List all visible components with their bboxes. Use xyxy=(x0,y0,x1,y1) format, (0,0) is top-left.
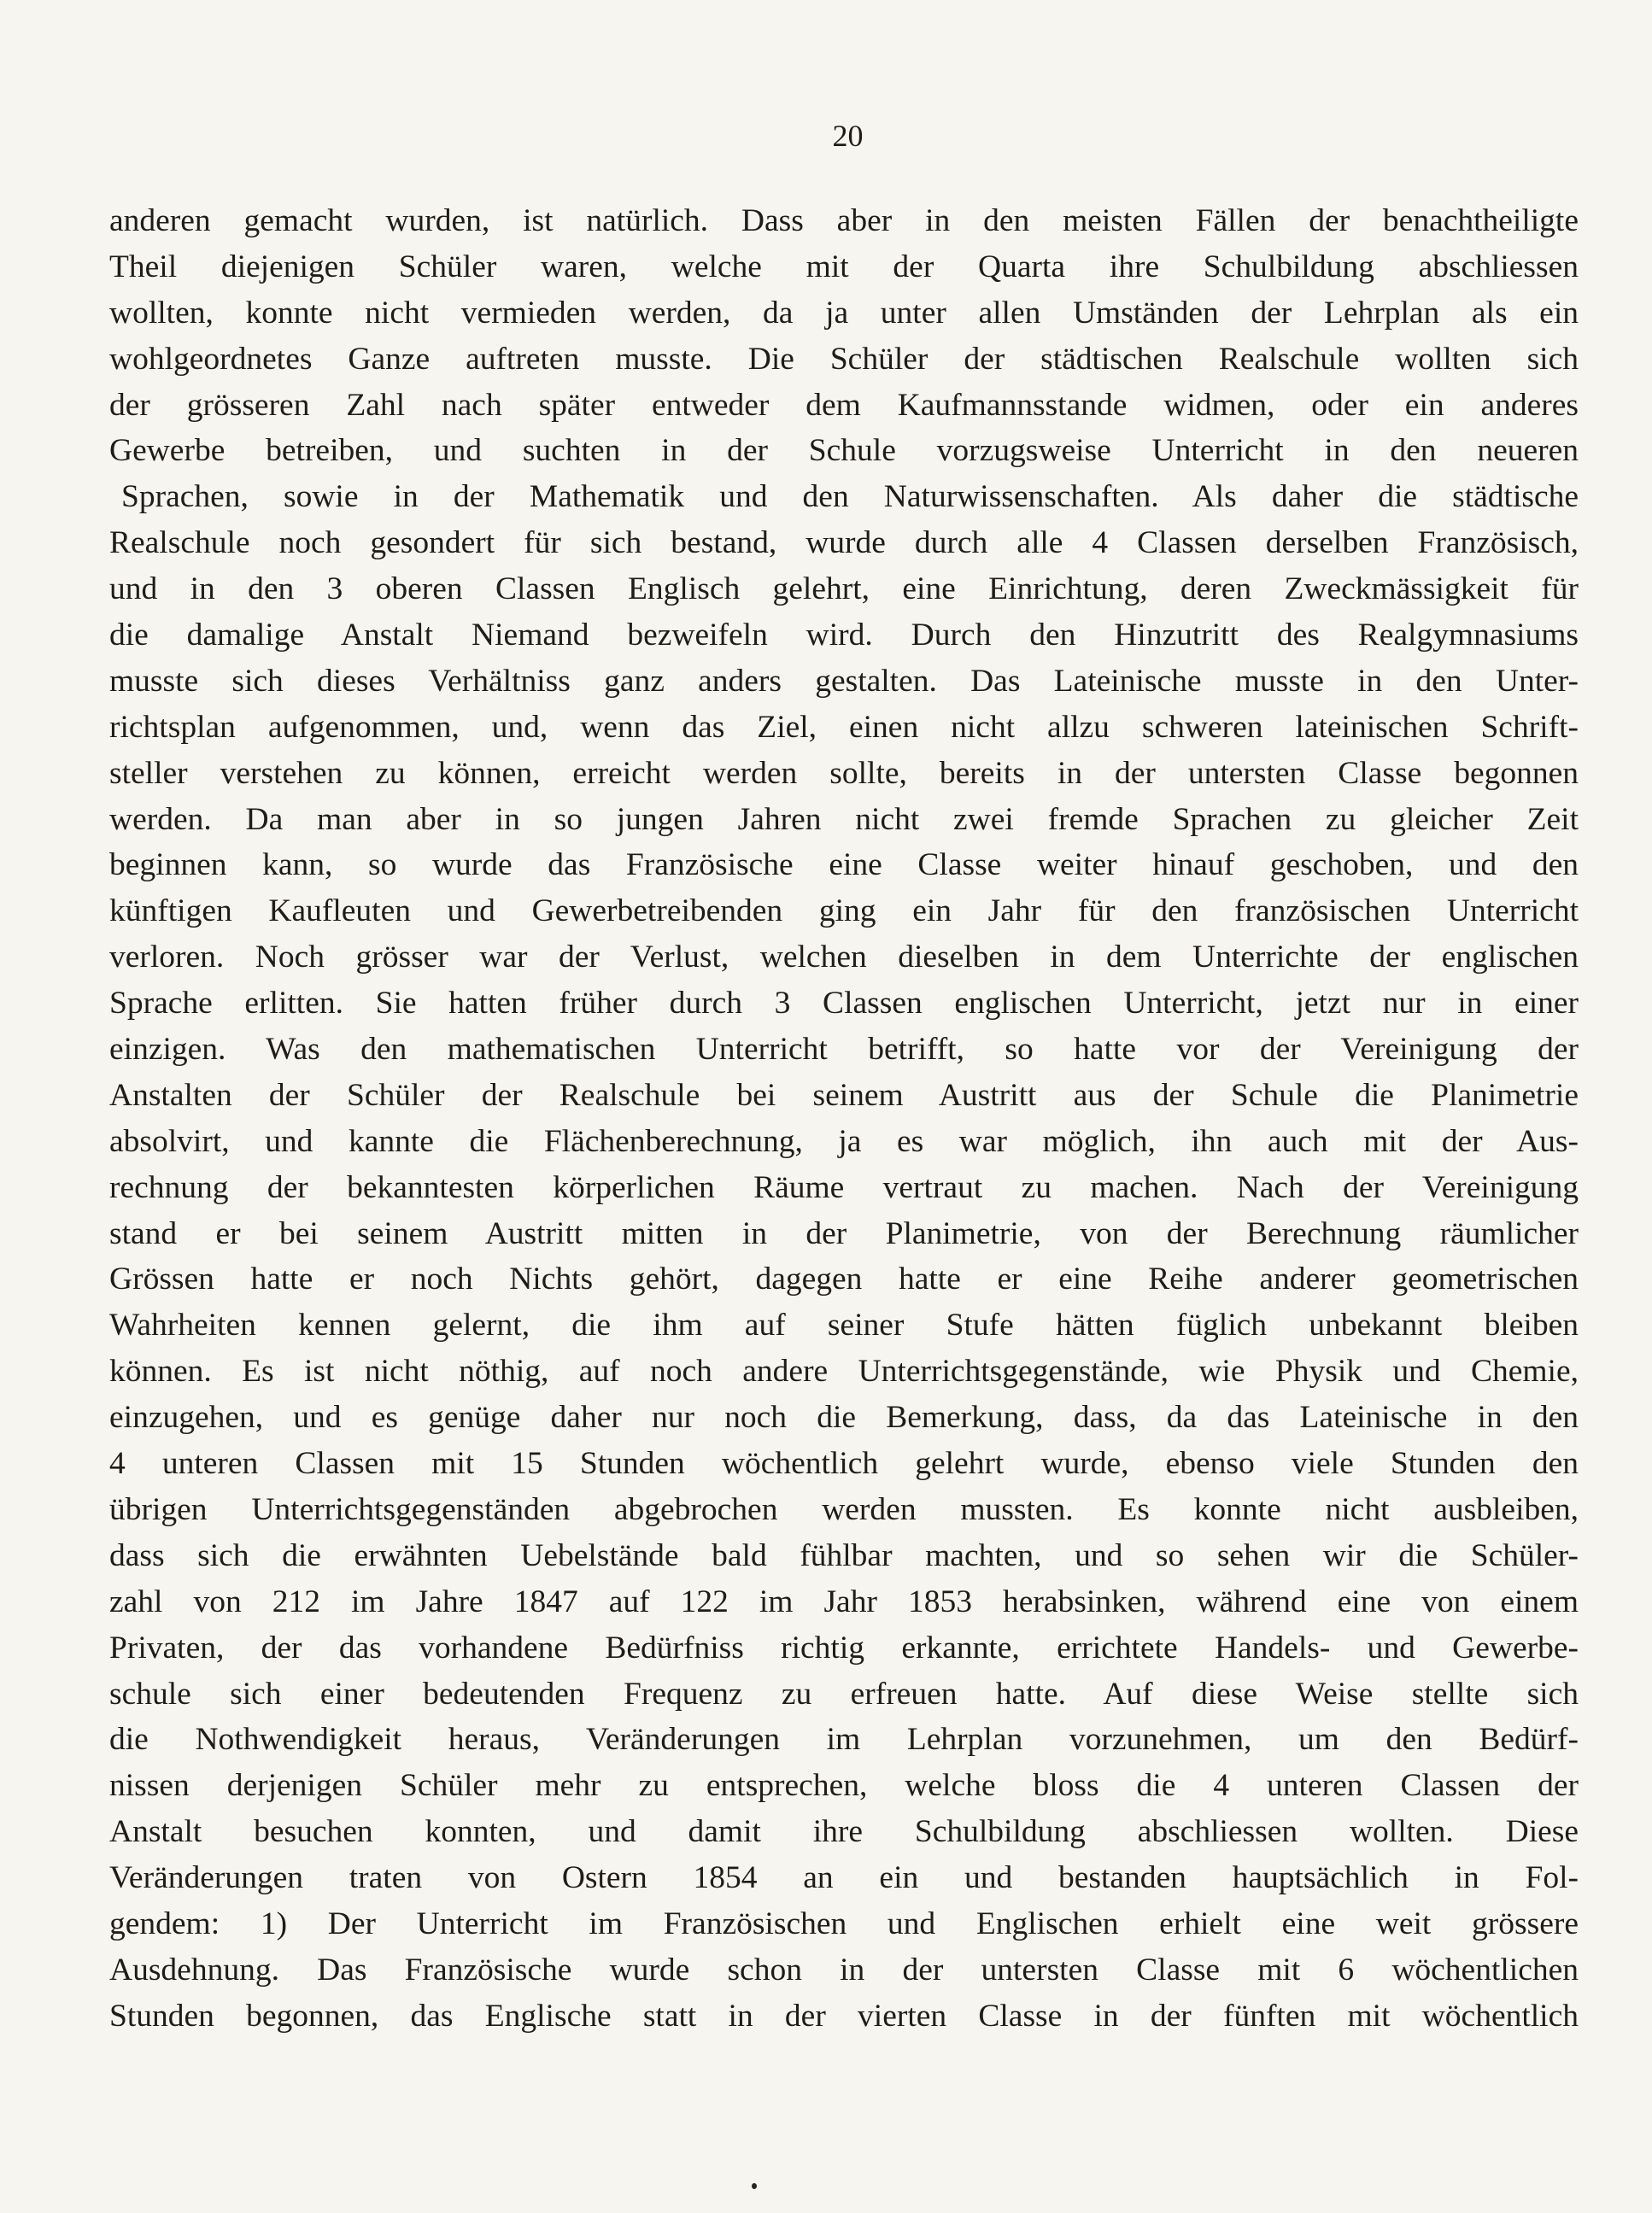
text-line: Grössen hatte er noch Nichts gehört, dagegen hatte er eine Reihe anderer geometrischen xyxy=(109,1262,1579,1297)
text-line: gendem: 1) Der Unterricht im Französischen und Englischen erhielt eine weit grössere xyxy=(109,1906,1579,1941)
text-line: anderen gemacht wurden, ist natürlich. Dass aber in den meisten Fällen der benachtheiligte xyxy=(109,203,1579,238)
text-line: Ausdehnung. Das Französische wurde schon in der untersten Classe mit 6 wöchentlichen xyxy=(109,1952,1579,1988)
text-line: Gewerbe betreiben, und suchten in der Schule vorzugsweise Unterricht in den neueren xyxy=(109,433,1579,469)
text-line: Theil diejenigen Schüler waren, welche mit der Quarta ihre Schulbildung abschliessen xyxy=(109,249,1579,284)
text-line: 4 unteren Classen mit 15 Stunden wöchentlich gelehrt wurde, ebenso viele Stunden den xyxy=(109,1446,1579,1482)
text-line: richtsplan aufgenommen, und, wenn das Ziel, einen nicht allzu schweren lateinischen Schrift- xyxy=(109,709,1579,745)
text-line: Veränderungen traten von Ostern 1854 an ein und bestanden hauptsächlich in Fol- xyxy=(109,1860,1579,1896)
text-line: der grösseren Zahl nach später entweder dem Kaufmannsstande widmen, oder ein anderes xyxy=(109,387,1579,423)
text-line: künftigen Kaufleuten und Gewerbetreibenden ging ein Jahr für den französischen Unterricht xyxy=(109,893,1579,929)
text-line: werden. Da man aber in so jungen Jahren nicht zwei fremde Sprachen zu gleicher Zeit xyxy=(109,801,1579,837)
text-line: nissen derjenigen Schüler mehr zu entsprechen, welche bloss die 4 unteren Classen der xyxy=(109,1768,1579,1804)
text-line: stand er bei seinem Austritt mitten in der Planimetrie, von der Berechnung räumlicher xyxy=(109,1215,1579,1251)
text-line: Sprachen, sowie in der Mathematik und den Naturwissenschaften. Als daher die städtische xyxy=(121,479,1579,515)
text-line: dass sich die erwähnten Uebelstände bald fühlbar machten, und so sehen wir die Schüler- xyxy=(109,1537,1579,1573)
text-line: beginnen kann, so wurde das Französische eine Classe weiter hinauf geschoben, und den xyxy=(109,847,1579,883)
text-line: zahl von 212 im Jahre 1847 auf 122 im Jahr 1853 herabsinken, während eine von einem xyxy=(109,1584,1579,1619)
text-line: Anstalten der Schüler der Realschule bei seinem Austritt aus der Schule die Planimetrie xyxy=(109,1077,1579,1113)
text-line: übrigen Unterrichtsgegenständen abgebrochen werden mussten. Es konnte nicht ausbleiben, xyxy=(109,1491,1579,1527)
text-line: einzugehen, und es genüge daher nur noch die Bemerkung, dass, da das Lateinische in den xyxy=(109,1400,1579,1436)
text-line: können. Es ist nicht nöthig, auf noch andere Unterrichtsgegenstände, wie Physik und Chemie, xyxy=(109,1354,1579,1390)
text-line: Stunden begonnen, das Englische statt in der vierten Classe in der fünften mit wöchentlich xyxy=(109,1998,1579,2034)
text-line: die damalige Anstalt Niemand bezweifeln wird. Durch den Hinzutritt des Realgymnasiums xyxy=(109,618,1579,653)
text-line: Anstalt besuchen konnten, und damit ihre Schulbildung abschliessen wollten. Diese xyxy=(109,1814,1579,1850)
body-text xyxy=(109,198,1579,2040)
text-line: die Nothwendigkeit heraus, Veränderungen im Lehrplan vorzunehmen, um den Bedürf- xyxy=(109,1722,1579,1758)
text-line: einzigen. Was den mathematischen Unterricht betrifft, so hatte vor der Vereinigung der xyxy=(109,1032,1579,1068)
ink-speck xyxy=(752,2183,757,2189)
text-line: verloren. Noch grösser war der Verlust, welchen dieselben in dem Unterrichte der englischen xyxy=(109,940,1579,975)
page-number: 20 xyxy=(832,119,864,153)
text-line: wollten, konnte nicht vermieden werden, da ja unter allen Umständen der Lehrplan als ein xyxy=(109,295,1579,331)
text-line: rechnung der bekanntesten körperlichen Räume vertraut zu machen. Nach der Vereinigung xyxy=(109,1169,1579,1205)
text-line: schule sich einer bedeutenden Frequenz zu erfreuen hatte. Auf diese Weise stellte sich xyxy=(109,1676,1579,1712)
text-line: Privaten, der das vorhandene Bedürfniss richtig erkannte, errichtete Handels- und Gewerbe- xyxy=(109,1630,1579,1666)
text-line: absolvirt, und kannte die Flächenberechnung, ja es war möglich, ihn auch mit der Aus- xyxy=(109,1123,1579,1159)
text-line: Sprache erlitten. Sie hatten früher durch 3 Classen englischen Unterricht, jetzt nur in einer xyxy=(109,986,1579,1022)
text-line: musste sich dieses Verhältniss ganz anders gestalten. Das Lateinische musste in den Unter- xyxy=(109,663,1579,699)
text-line: und in den 3 oberen Classen Englisch gelehrt, eine Einrichtung, deren Zweckmässigkeit für xyxy=(109,571,1579,607)
text-line: steller verstehen zu können, erreicht werden sollte, bereits in der untersten Classe begonnen xyxy=(109,755,1579,791)
text-line: wohlgeordnetes Ganze auftreten musste. Die Schüler der städtischen Realschule wollten sich xyxy=(109,341,1579,377)
text-line: Wahrheiten kennen gelernt, die ihm auf seiner Stufe hätten füglich unbekannt bleiben xyxy=(109,1308,1579,1344)
text-line: Realschule noch gesondert für sich bestand, wurde durch alle 4 Classen derselben Französisch, xyxy=(109,525,1579,561)
